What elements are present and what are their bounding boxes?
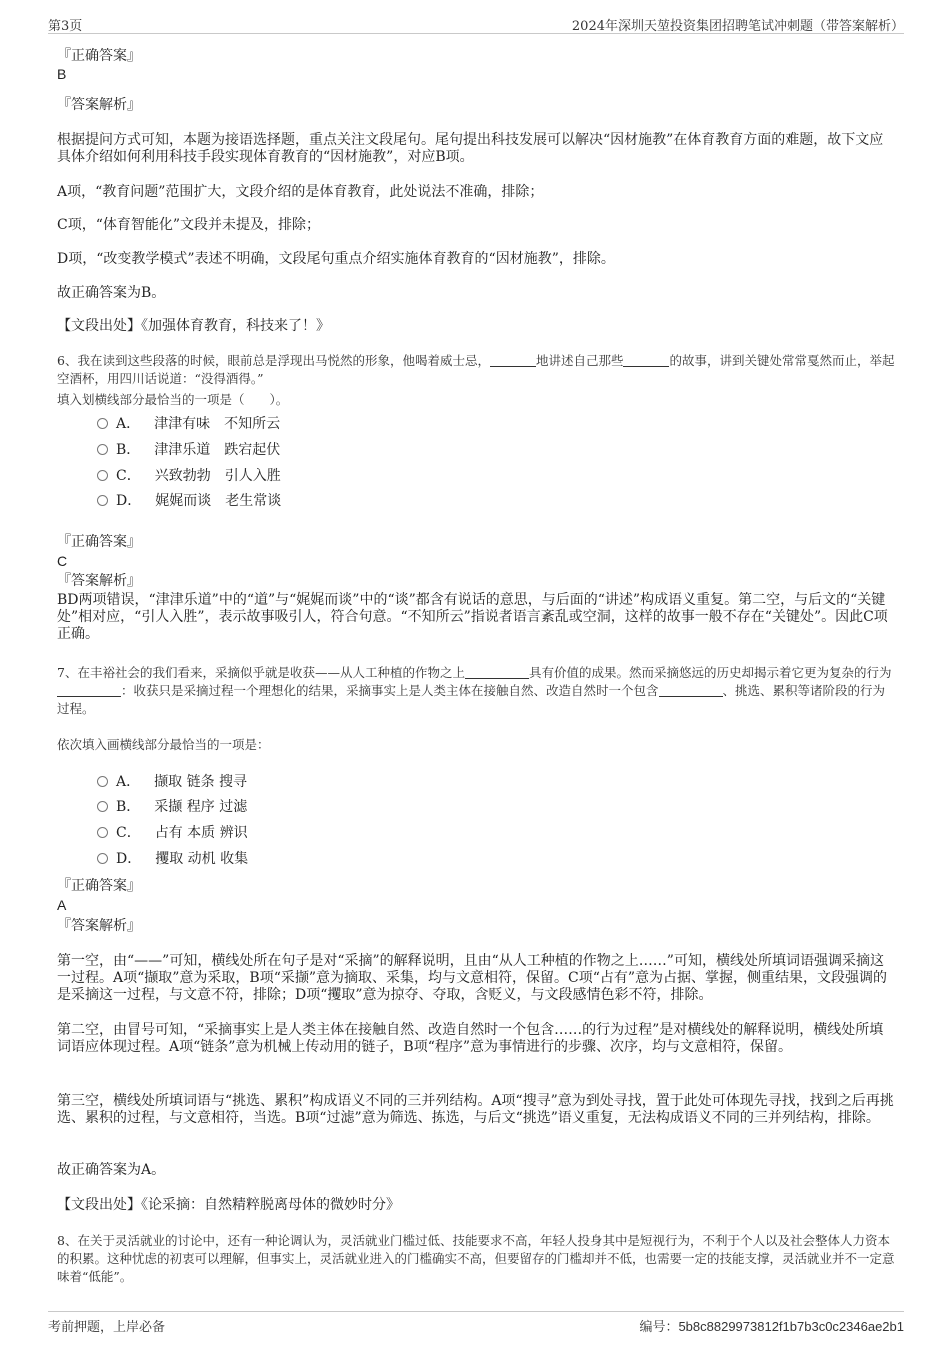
footer-slogan: 考前押题，上岸必备 xyxy=(48,1320,166,1335)
blank-line xyxy=(659,684,723,697)
q5-analysis-p4: D项，“改变教学模式”表述不明确，文段尾句重点介绍实施体育教育的“因材施教”，排除。 xyxy=(57,251,615,267)
q7-analysis-p2: 第二空，由冒号可知，“采摘事实上是人类主体在接触自然、改造自然时一个包含……的行为过程”是对横线处的解释说明，横线处所填词语应体现过程。A项“链条”意为机械上传动用的链子，B项“程序”意为事情进行的步骤、次序，均与文意相符，保留。 xyxy=(57,1022,884,1055)
radio-icon[interactable] xyxy=(97,801,108,812)
document-title: 2024年深圳天堃投资集团招聘笔试冲刺题（带答案解析） xyxy=(571,19,904,34)
radio-icon[interactable] xyxy=(97,776,108,787)
q7-analysis-p1: 第一空，由“——”可知，横线处所在句子是对“采摘”的解释说明，且由“从人工种植的作物之上……”可知，横线处所填词语强调采摘这一过程。A项“撷取”意为采取，B项“采撷”意为摘取、采集，均与文意相符，保留。C项“占有”意为占据、掌握，侧重结果，文段强调的是采摘这一过程，与文意不符，排除；D项“攫取”意为掠夺、夺取，含贬义，与文段感情色彩不符，排除。 xyxy=(57,953,888,1003)
q7-answer: A xyxy=(57,897,67,913)
page-footer xyxy=(48,1311,904,1334)
q7-answer-label: 『正确答案』 xyxy=(57,878,141,894)
q7-option-a[interactable]: A． 撷取 链条 搜寻 xyxy=(97,772,247,792)
q6-analysis: BD两项错误，“津津乐道”中的“道”与“娓娓而谈”中的“谈”都含有说话的意思，与后面的“讲述”构成语义重复。第二空，与后文的“关键处”相对应，“引人入胜”，表示故事吸引人，符合句意。“不知所云”指说者语言紊乱或空洞，这样的故事一般不存在“关键处”。因此C项正确。 xyxy=(57,592,888,642)
q7-analysis-p3: 第三空，横线处所填词语与“挑选、累积”构成语义不同的三并列结构。A项“搜寻”意为到处寻找，置于此处可体现先寻找，找到之后再挑选、累积的过程，与文意相符，当选。B项“过滤”意为筛选、拣选，与后文“挑选”语义重复，无法构成语义不同的三并列结构，排除。 xyxy=(57,1093,894,1126)
q5-analysis-p3: C项，“体育智能化”文段并未提及，排除； xyxy=(57,217,321,233)
q7-analysis-label: 『答案解析』 xyxy=(57,918,141,934)
radio-icon[interactable] xyxy=(97,495,108,506)
q6-option-b[interactable]: B． 津津乐道 跌宕起伏 xyxy=(97,440,280,460)
q7-source: 【文段出处】《论采摘：自然精粹脱离母体的微妙时分》 xyxy=(57,1197,400,1213)
q5-analysis-p2: A项，“教育问题”范围扩大，文段介绍的是体育教育，此处说法不准确，排除； xyxy=(57,184,544,200)
q7-option-b[interactable]: B． 采撷 程序 过滤 xyxy=(97,797,247,817)
q6-option-d[interactable]: D． 娓娓而谈 老生常谈 xyxy=(97,491,281,511)
radio-icon[interactable] xyxy=(97,444,108,455)
q5-analysis-p1: 根据提问方式可知，本题为接语选择题，重点关注文段尾句。尾句提出科技发展可以解决“因材施教”在体育教育方面的难题，故下文应具体介绍如何利用科技手段实现体育教育的“因材施教”，对应B项。 xyxy=(57,132,884,165)
q7-option-d[interactable]: D． 攫取 动机 收集 xyxy=(97,849,248,869)
q7-analysis-p4: 故正确答案为A。 xyxy=(57,1162,166,1178)
blank-line xyxy=(490,354,536,367)
q5-answer: B xyxy=(57,66,67,82)
q5-source: 【文段出处】《加强体育教育，科技来了！》 xyxy=(57,318,330,334)
radio-icon[interactable] xyxy=(97,418,108,429)
document-id: 编号：5b8c8829973812f1b7b3c0c2346ae2b1 xyxy=(639,1319,904,1334)
blank-line xyxy=(465,666,529,679)
q6-prompt: 填入划横线部分最恰当的一项是（ ）。 xyxy=(57,392,289,407)
blank-line xyxy=(57,684,121,697)
q5-answer-label: 『正确答案』 xyxy=(57,48,141,64)
radio-icon[interactable] xyxy=(97,827,108,838)
page-header xyxy=(48,13,904,34)
q6-answer-label: 『正确答案』 xyxy=(57,534,141,550)
q6-option-a[interactable]: A． 津津有味 不知所云 xyxy=(97,414,280,434)
radio-icon[interactable] xyxy=(97,853,108,864)
q6-option-c[interactable]: C． 兴致勃勃 引人入胜 xyxy=(97,466,281,486)
q8-question: 8、在关于灵活就业的讨论中，还有一种论调认为，灵活就业门槛过低、技能要求不高，年轻人投身其中是短视行为，不利于个人以及社会整体人力资本的积累。这种忧虑的初衷可以理解，但事实上，灵活就业进入的门槛确实不高，但要留存的门槛却并不低，也需要一定的技能支撑，灵活就业并不一定意味着“低能”。 xyxy=(57,1233,895,1284)
q7-option-c[interactable]: C． 占有 本质 辨识 xyxy=(97,823,248,843)
blank-line xyxy=(623,354,669,367)
q5-analysis-p5: 故正确答案为B。 xyxy=(57,285,166,301)
q7-prompt: 依次填入画横线部分最恰当的一项是： xyxy=(57,737,270,752)
q6-answer: C xyxy=(57,553,68,569)
q6-question: 6、我在读到这些段落的时候，眼前总是浮现出马悦然的形象，他喝着威士忌， 地讲述自己那些 的故事，讲到关键处常常戛然而止，举起空酒杯，用四川话说道：“没得酒得。” xyxy=(57,353,895,386)
q5-analysis-label: 『答案解析』 xyxy=(57,97,141,113)
q6-analysis-label: 『答案解析』 xyxy=(57,573,141,589)
radio-icon[interactable] xyxy=(97,470,108,481)
q7-question: 7、在丰裕社会的我们看来，采摘似乎就是收获——从人工种植的作物之上 具有价值的成果。然而采摘悠远的历史却揭示着它更为复杂的行为：收获只是采摘过程一个理想化的结果，采摘事实上是人类主体在接触自然、改造自然时一个包含 、挑选、累积等诸阶段的行为过程。 xyxy=(57,665,892,716)
page-number: 第3页 xyxy=(48,19,83,34)
